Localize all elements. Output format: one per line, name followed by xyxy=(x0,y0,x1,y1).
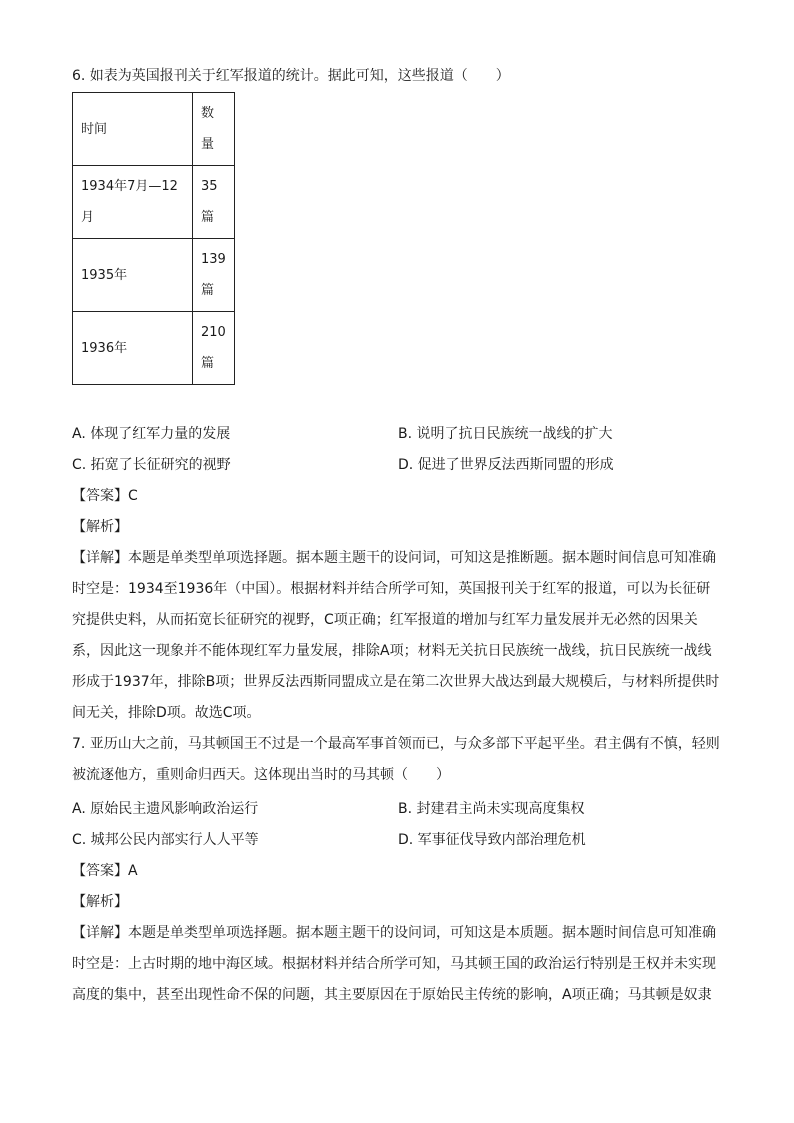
question-6-stem: 6. 如表为英国报刊关于红军报道的统计。据此可知，这些报道（ ） xyxy=(72,68,510,84)
q6-option-d: D. 促进了世界反法西斯同盟的形成 xyxy=(398,457,614,473)
q7-option-d: D. 军事征伐导致内部治理危机 xyxy=(398,832,586,848)
q7-option-b: B. 封建君主尚未实现高度集权 xyxy=(398,801,585,817)
detail-label: 【详解】 xyxy=(72,925,128,941)
report-stats-table xyxy=(72,92,235,385)
table-header-time: 时间 xyxy=(73,93,193,166)
q7-detail xyxy=(72,918,724,1011)
table-row xyxy=(73,239,235,312)
q7-option-c: C. 城邦公民内部实行人人平等 xyxy=(72,832,259,848)
q6-detail xyxy=(72,543,724,729)
q6-analysis-label: 【解析】 xyxy=(72,519,128,535)
q7-option-a: A. 原始民主遗风影响政治运行 xyxy=(72,801,259,817)
q7-analysis-label: 【解析】 xyxy=(72,894,128,910)
table-header-row xyxy=(73,93,235,166)
table-cell-time: 1935年 xyxy=(73,239,193,312)
q7-answer xyxy=(72,861,138,881)
answer-label: 【答案】 xyxy=(72,488,128,504)
question-7-stem: 7. 亚历山大之前，马其顿国王不过是一个最高军事首领而已，与众多部下平起平坐。君主偶有不慎，轻则被流逐他方，重则命归西天。这体现出当时的马其顿（ ） xyxy=(72,736,720,783)
detail-label: 【详解】 xyxy=(72,550,128,566)
detail-text: 本题是单类型单项选择题。据本题主题干的设问词，可知这是本质题。据本题时间信息可知准确时空是：上古时期的地中海区域。根据材料并结合所学可知，马其顿王国的政治运行特别是王权并未实现高度的集中，甚至出现性命不保的问题，其主要原因在于原始民主传统的影响，A项正确；马其顿是奴隶 xyxy=(72,925,716,1003)
table-cell-count: 210篇 xyxy=(193,312,235,385)
q6-option-c: C. 拓宽了长征研究的视野 xyxy=(72,457,231,473)
q6-answer xyxy=(72,486,138,506)
q6-option-a: A. 体现了红军力量的发展 xyxy=(72,426,231,442)
table-cell-count: 35篇 xyxy=(193,166,235,239)
table-cell-count: 139篇 xyxy=(193,239,235,312)
answer-value: C xyxy=(128,488,138,504)
answer-value: A xyxy=(128,863,138,879)
table-cell-time: 1936年 xyxy=(73,312,193,385)
table-cell-time: 1934年7月—12月 xyxy=(73,166,193,239)
q6-option-b: B. 说明了抗日民族统一战线的扩大 xyxy=(398,426,613,442)
table-header-count: 数量 xyxy=(193,93,235,166)
detail-text: 本题是单类型单项选择题。据本题主题干的设问词，可知这是推断题。据本题时间信息可知准确时空是：1934至1936年（中国）。根据材料并结合所学可知，英国报刊关于红军的报道，可以为长征研究提供史料，从而拓宽长征研究的视野，C项正确；红军报道的增加与红军力量发展并无必然的因果关系，因此这一现象并不能体现红军力量发展，排除A项；材料无关抗日民族统一战线，抗日民族统一战线形成于1937年，排除B项；世界反法西斯同盟成立是在第二次世界大战达到最大规模后，与材料所提供时间无关，排除D项。故选C项。 xyxy=(72,550,720,721)
answer-label: 【答案】 xyxy=(72,863,128,879)
table-row xyxy=(73,312,235,385)
table-row xyxy=(73,166,235,239)
